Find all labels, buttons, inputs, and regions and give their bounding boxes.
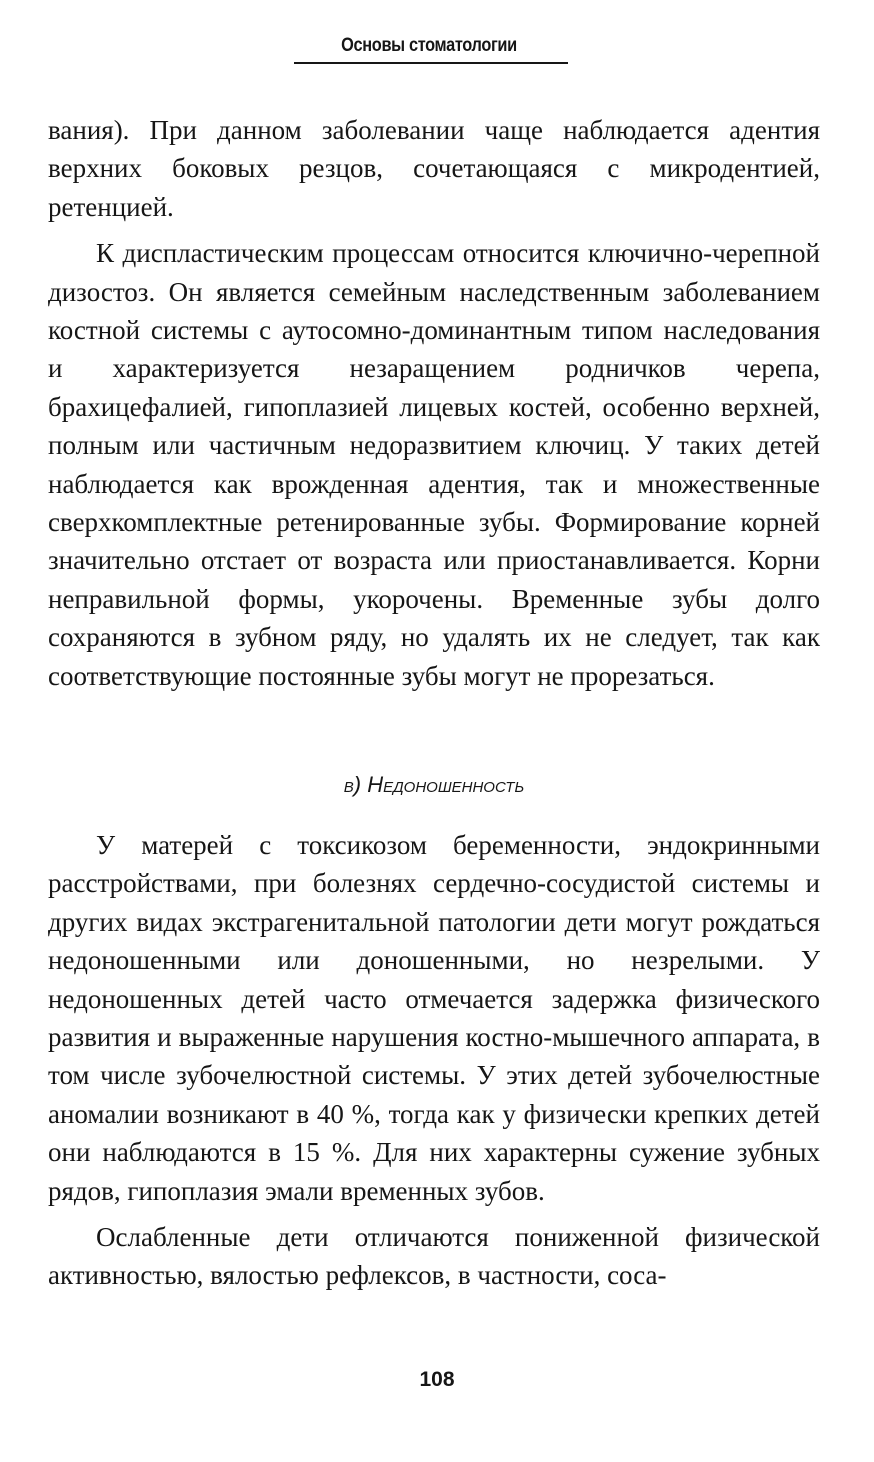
text-block-dysplasia [48, 111, 820, 695]
running-head-rule [294, 62, 568, 64]
paragraph-prematurity: У матерей с токсикозом беременности, эндокринными расстройствами, при болезнях сердечно-сосудистой системы и других видах экстрагенитальной патологии дети могут рождаться недоношенными или доношенными, но незрелыми. У недоношенных детей часто отмечается задержка физического развития и выраженные нарушения костно-мышечного аппарата, в том числе зубочелюстной системы. У этих детей зубочелюстные аномалии возникают в 40 %, тогда как у физически крепких детей они наблюдаются в 15 %. Для них характерны сужение зубных рядов, гипоплазия эмали временных зубов. [48, 830, 820, 1206]
subsection-heading-text: в) Недоношенность [343, 772, 525, 797]
paragraph-weakened-children: Ослабленные дети отличаются пониженной физической активностью, вялостью рефлексов, в частности, соса- [48, 1222, 820, 1291]
running-head-title: Основы стоматологии [341, 35, 517, 56]
paragraph-continuation: вания). При данном заболевании чаще наблюдается адентия верхних боковых резцов, сочетающаяся с микродентией, ретенцией. [48, 115, 820, 222]
paragraph-cleidocranial-dysostosis: К диспластическим процессам относится ключично-черепной дизостоз. Он является семейным наследственным заболеванием костной системы с аутосомно-доминантным типом наследования и характеризуется незаращением родничков черепа, брахицефалией, гипоплазией лицевых костей, особенно верхней, полным или частичным недоразвитием ключиц. У таких детей наблюдается как врожденная адентия, так и множественные сверхкомплектные ретенированные зубы. Формирование корней значительно отстает от возраста или приостанавливается. Корни неправильной формы, укорочены. Временные зубы долго сохраняются в зубном ряду, но удалять их не следует, так как соответствующие постоянные зубы могут не прорезаться. [48, 238, 820, 691]
subsection-heading [48, 770, 820, 800]
text-block-prematurity [48, 826, 820, 1295]
page-number: 108 [419, 1368, 455, 1391]
